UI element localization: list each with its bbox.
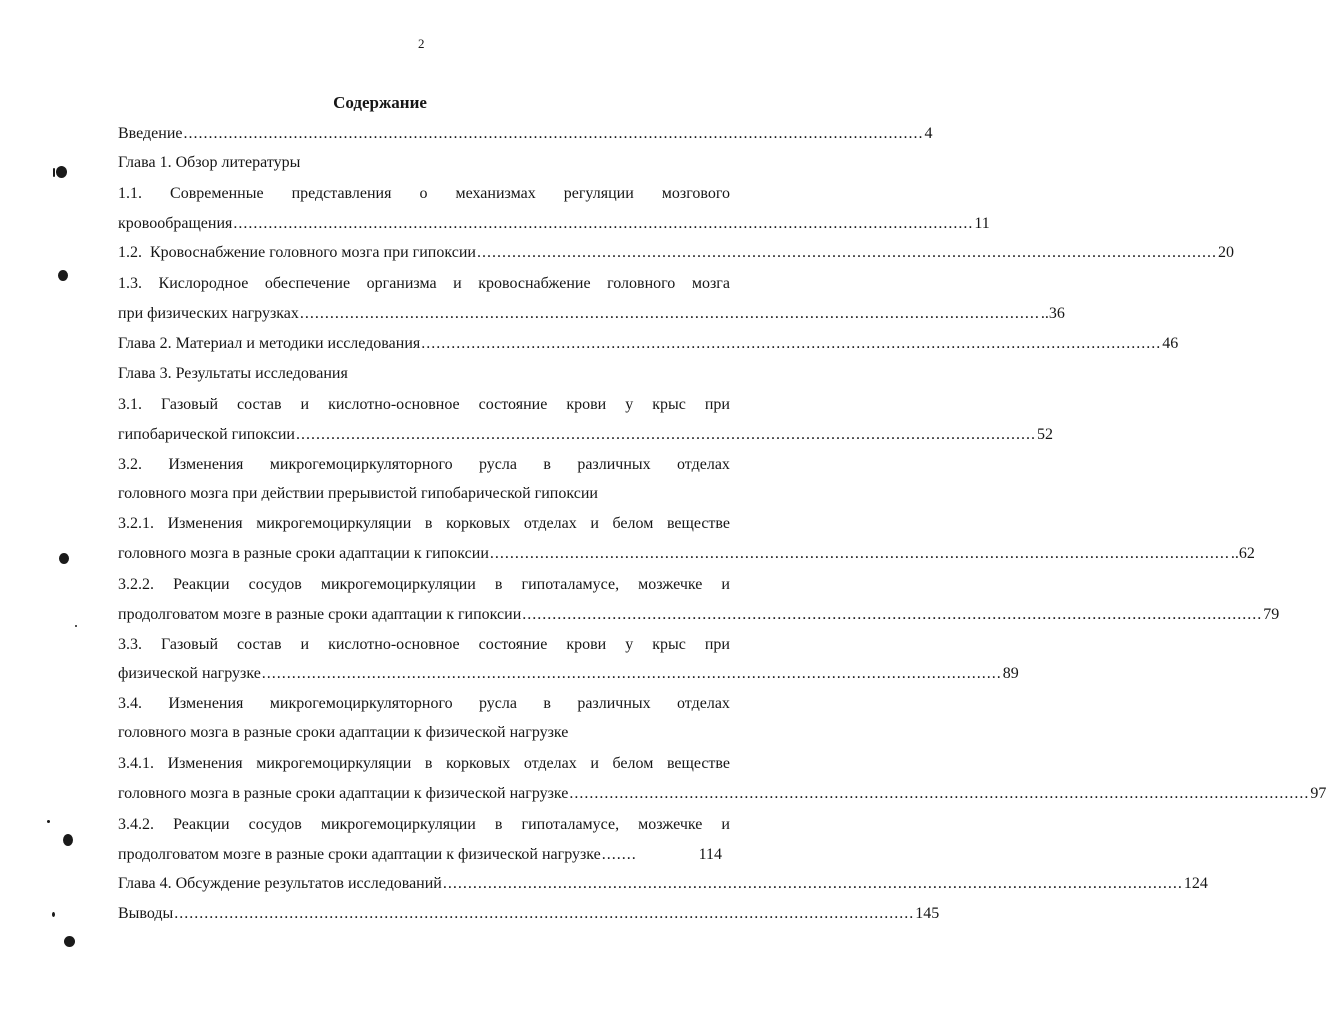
scan-spot bbox=[59, 553, 69, 564]
word: в bbox=[424, 515, 433, 532]
scan-spot bbox=[63, 834, 73, 846]
word: и bbox=[590, 515, 599, 532]
word: Реакции bbox=[173, 576, 230, 593]
word: корковых bbox=[446, 515, 511, 532]
word: у bbox=[625, 396, 634, 413]
word: в bbox=[494, 816, 503, 833]
word: белом bbox=[612, 515, 654, 532]
word: Изменения bbox=[168, 456, 244, 473]
word: микрогемоциркуляции bbox=[256, 755, 412, 772]
word: Изменения bbox=[167, 515, 243, 532]
toc-entry-1-2 bbox=[118, 243, 1234, 263]
word: регуляции bbox=[563, 185, 634, 202]
word: обеспечение bbox=[264, 275, 351, 292]
word: мозжечке bbox=[638, 816, 703, 833]
word: различных bbox=[577, 456, 651, 473]
word: и bbox=[300, 636, 310, 653]
scan-spot bbox=[53, 168, 55, 177]
word: корковых bbox=[446, 755, 511, 772]
toc-entry-3-4-1-line1 bbox=[118, 754, 730, 774]
word: при bbox=[704, 636, 730, 653]
toc-entry-page: 97 bbox=[1310, 785, 1326, 802]
word: 3.3. bbox=[118, 636, 142, 653]
word: сосудов bbox=[248, 576, 302, 593]
toc-entry-page: 46 bbox=[1162, 335, 1179, 352]
toc-entry-text: гипобарической гипоксии bbox=[118, 426, 295, 443]
word: различных bbox=[577, 695, 651, 712]
dot-leader: .................................................................................................................................................... bbox=[233, 215, 974, 232]
word: веществе bbox=[666, 755, 730, 772]
word: отделах bbox=[677, 456, 730, 473]
word: микрогемоциркуляции bbox=[320, 816, 476, 833]
dot-leader: .................................................................................................................................................... bbox=[476, 244, 1217, 261]
toc-entry-3-2-1-line2 bbox=[118, 544, 1255, 564]
toc-entry-text: головного мозга в разные сроки адаптации к гипоксии bbox=[118, 545, 489, 562]
scan-spot bbox=[52, 912, 55, 917]
dot-leader: .................................................................................................................................................... bbox=[261, 665, 1002, 682]
word: и bbox=[721, 816, 730, 833]
word: мозжечке bbox=[638, 576, 703, 593]
word: отделах bbox=[523, 515, 577, 532]
toc-entry-3-4-line2: головного мозга в разные сроки адаптации к физической нагрузке bbox=[118, 724, 569, 741]
word: русла bbox=[479, 456, 517, 473]
toc-entry-3-2-2-line2 bbox=[118, 605, 1280, 625]
word: 1.1. bbox=[118, 185, 142, 202]
word: Современные bbox=[170, 185, 264, 202]
toc-entry-text: при физических нагрузках bbox=[118, 305, 299, 322]
word: микрогемоциркуляторного bbox=[269, 695, 453, 712]
toc-entry-page: ..36 bbox=[1040, 305, 1065, 322]
scan-spot bbox=[75, 625, 77, 627]
word: веществе bbox=[666, 515, 730, 532]
word: мозгового bbox=[661, 185, 730, 202]
word: крови bbox=[566, 636, 607, 653]
toc-entry-chapter-3: Глава 3. Результаты исследования bbox=[118, 365, 348, 382]
toc-entry-text: кровообращения bbox=[118, 215, 233, 232]
toc-entry-text: физической нагрузке bbox=[118, 665, 261, 682]
toc-entry-3-4-2-line1 bbox=[118, 815, 730, 835]
page-number: 2 bbox=[418, 36, 425, 51]
toc-entry-1-1-line2 bbox=[118, 214, 990, 234]
word: состав bbox=[237, 636, 282, 653]
toc-entry-text: Глава 2. Материал и методики исследования bbox=[118, 335, 421, 352]
toc-entry-text: Введение bbox=[118, 125, 183, 142]
word: состав bbox=[237, 396, 282, 413]
word: крыс bbox=[652, 396, 686, 413]
word: и bbox=[300, 396, 310, 413]
toc-entry-page: 89 bbox=[1002, 665, 1019, 682]
toc-entry-text: продолговатом мозге в разные сроки адаптации к физической нагрузке bbox=[118, 846, 601, 863]
toc-entry-conclusions bbox=[118, 904, 940, 924]
toc-entry-text: 1.2. Кровоснабжение головного мозга при гипоксии bbox=[118, 244, 476, 261]
word: о bbox=[419, 185, 428, 202]
word: крыс bbox=[652, 636, 686, 653]
dot-leader: ....... bbox=[601, 846, 637, 863]
toc-entry-page: 11 bbox=[974, 215, 990, 232]
word: в bbox=[543, 695, 551, 712]
toc-entry-3-2-2-line1 bbox=[118, 575, 730, 595]
word: и bbox=[590, 755, 599, 772]
toc-entry-3-4-line1 bbox=[118, 694, 730, 714]
word: Газовый bbox=[161, 396, 219, 413]
dot-leader: .................................................................................................................................................... bbox=[299, 305, 1040, 322]
word: мозга bbox=[691, 275, 730, 292]
toc-entry-chapter-4 bbox=[118, 874, 1208, 894]
word: и bbox=[453, 275, 462, 292]
word: 3.4.1. bbox=[118, 755, 154, 772]
word: 3.2. bbox=[118, 456, 142, 473]
toc-entry-3-2-1-line1 bbox=[118, 514, 730, 534]
toc-entry-1-1-line1 bbox=[118, 184, 730, 204]
word: микрогемоциркуляции bbox=[320, 576, 476, 593]
word: Изменения bbox=[168, 695, 244, 712]
toc-entry-3-3-line2 bbox=[118, 664, 1019, 684]
dot-leader: .................................................................................................................................................... bbox=[183, 125, 924, 142]
word: белом bbox=[612, 755, 654, 772]
dot-leader: .................................................................................................................................................... bbox=[489, 545, 1230, 562]
word: Кислородное bbox=[158, 275, 249, 292]
dot-leader: .................................................................................................................................................... bbox=[442, 875, 1183, 892]
toc-entry-3-4-1-line2 bbox=[118, 784, 1326, 804]
word: состояние bbox=[478, 636, 548, 653]
toc-entry-3-2-line1 bbox=[118, 455, 730, 475]
toc-entry-text: Выводы bbox=[118, 905, 174, 922]
word: микрогемоциркуляции bbox=[256, 515, 412, 532]
scan-spot bbox=[64, 936, 75, 947]
word: организма bbox=[366, 275, 437, 292]
word: отделах bbox=[677, 695, 730, 712]
toc-entry-3-3-line1 bbox=[118, 635, 730, 655]
word: и bbox=[721, 576, 730, 593]
toc-entry-page: 4 bbox=[924, 125, 933, 142]
word: отделах bbox=[523, 755, 577, 772]
toc-entry-page: 20 bbox=[1217, 244, 1234, 261]
word: в bbox=[424, 755, 433, 772]
toc-entry-3-4-2-line2 bbox=[118, 845, 722, 865]
word: 3.1. bbox=[118, 396, 142, 413]
word: кислотно-основное bbox=[328, 636, 460, 653]
word: сосудов bbox=[248, 816, 302, 833]
toc-entry-intro bbox=[118, 124, 933, 144]
toc-entry-text: головного мозга в разные сроки адаптации к физической нагрузке bbox=[118, 785, 569, 802]
toc-entry-page: 114 bbox=[698, 846, 722, 863]
scan-spot bbox=[47, 820, 50, 823]
word: русла bbox=[479, 695, 517, 712]
word: Реакции bbox=[173, 816, 230, 833]
toc-title: Содержание bbox=[333, 93, 427, 112]
word: гипоталамусе, bbox=[521, 816, 620, 833]
word: крови bbox=[566, 396, 607, 413]
toc-entry-page: 124 bbox=[1183, 875, 1208, 892]
word: представления bbox=[291, 185, 392, 202]
toc-entry-chapter-2 bbox=[118, 334, 1179, 354]
word: Газовый bbox=[161, 636, 219, 653]
word: 3.2.2. bbox=[118, 576, 154, 593]
word: механизмах bbox=[455, 185, 536, 202]
word: Изменения bbox=[167, 755, 243, 772]
toc-entry-text: Глава 4. Обсуждение результатов исследований bbox=[118, 875, 442, 892]
word: в bbox=[543, 456, 551, 473]
word: гипоталамусе, bbox=[521, 576, 620, 593]
toc-entry-page: ..62 bbox=[1230, 545, 1255, 562]
word: 3.4. bbox=[118, 695, 142, 712]
toc-entry-1-3-line1 bbox=[118, 274, 730, 294]
toc-entry-page: 145 bbox=[915, 905, 940, 922]
word: в bbox=[494, 576, 503, 593]
word: головного bbox=[607, 275, 676, 292]
scan-spot bbox=[58, 270, 68, 281]
word: 3.4.2. bbox=[118, 816, 154, 833]
dot-leader: .................................................................................................................................................... bbox=[421, 335, 1162, 352]
scan-spot bbox=[56, 166, 67, 178]
word: при bbox=[704, 396, 730, 413]
toc-entry-1-3-line2 bbox=[118, 304, 1065, 324]
toc-entry-3-1-line2 bbox=[118, 425, 1053, 445]
word: кислотно-основное bbox=[328, 396, 460, 413]
word: 3.2.1. bbox=[118, 515, 154, 532]
word: 1.3. bbox=[118, 275, 142, 292]
toc-entry-page: 79 bbox=[1263, 606, 1280, 623]
dot-leader: .................................................................................................................................................... bbox=[522, 606, 1263, 623]
toc-entry-3-1-line1 bbox=[118, 395, 730, 415]
dot-leader: .................................................................................................................................................... bbox=[569, 785, 1310, 802]
word: состояние bbox=[478, 396, 548, 413]
toc-entry-3-2-line2: головного мозга при действии прерывистой гипобарической гипоксии bbox=[118, 485, 598, 502]
toc-entry-chapter-1: Глава 1. Обзор литературы bbox=[118, 154, 301, 171]
word: микрогемоциркуляторного bbox=[269, 456, 453, 473]
dot-leader: .................................................................................................................................................... bbox=[295, 426, 1036, 443]
word: кровоснабжение bbox=[478, 275, 591, 292]
word: у bbox=[625, 636, 634, 653]
toc-entry-page: 52 bbox=[1036, 426, 1053, 443]
dot-leader: .................................................................................................................................................... bbox=[174, 905, 915, 922]
toc-entry-text: продолговатом мозге в разные сроки адаптации к гипоксии bbox=[118, 606, 522, 623]
